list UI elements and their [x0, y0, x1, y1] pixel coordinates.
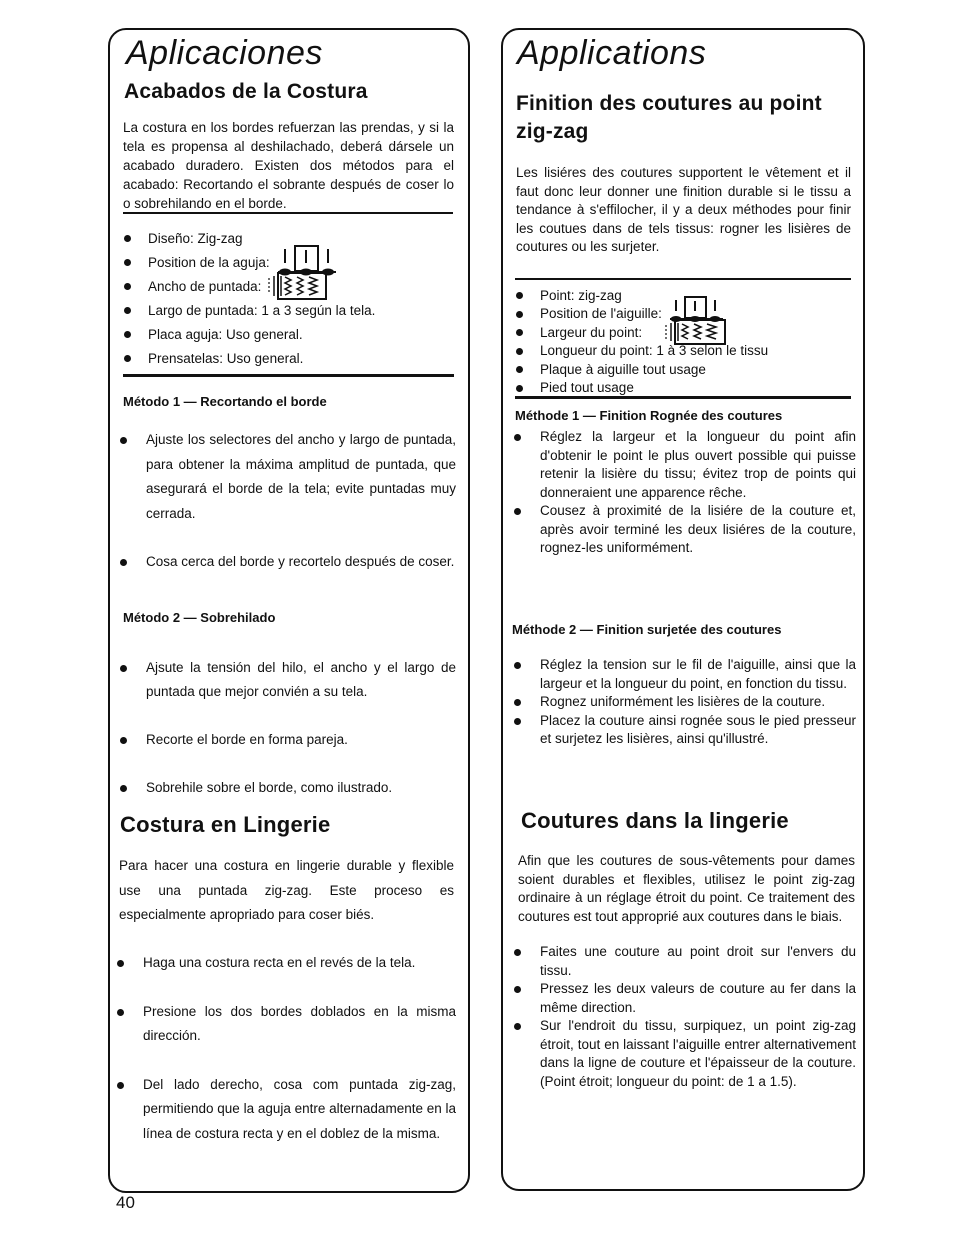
spec-label: Position de la aguja: — [148, 254, 270, 270]
seam-heading-fr: Finition des coutures au point zig-zag — [516, 92, 822, 144]
bullet-icon — [516, 329, 523, 336]
list-item — [514, 502, 856, 558]
bullet-icon — [120, 559, 127, 566]
spec-label: Longueur du point: 1 à 3 selon le tissu — [540, 343, 769, 359]
bullet-icon — [514, 699, 521, 706]
bullet-icon — [120, 665, 127, 672]
spec-label: Point: zig-zag — [540, 287, 622, 303]
bullet-icon — [514, 662, 521, 669]
bullet-icon — [514, 986, 521, 993]
method2-title-es: Método 2 — Sobrehilado — [123, 610, 276, 625]
list-item-text: Del lado derecho, cosa com puntada zig-zag, permitiendo que la aguja entre alternadamente en la línea de costura recta y en el doblez de la misma. — [143, 1076, 456, 1141]
lingerie-intro-es: Para hacer una costura en lingerie durable y flexible use una puntada zig-zag. Este proceso es especialmente apropriado para coser biés. — [119, 858, 454, 922]
page-title-fr: Applications — [517, 34, 707, 72]
method1-title-es: Método 1 — Recortando el borde — [123, 394, 327, 409]
page-number: 40 — [116, 1193, 135, 1212]
bullet-icon — [516, 385, 523, 392]
list-item-text: Réglez la largeur et la longueur du point afin d'obtenir le point le plus ouvert possible qui puisse retenir la lisière du tissu; évitez trop de points qui donneraient une apparence rêche. — [540, 429, 856, 500]
divider — [123, 212, 453, 214]
spec-item — [124, 298, 454, 322]
list-item-text: Placez la couture ainsi rognée sous le pied presseur et surjetez les lisières, ainsi qu'illustré. — [540, 712, 856, 746]
list-item — [120, 728, 456, 752]
list-item-text: Rognez uniformément les lisières de la couture. — [540, 694, 826, 709]
lingerie-list-es — [117, 951, 456, 1146]
spec-item — [516, 360, 852, 379]
method1-title-fr: Méthode 1 — Finition Rognée des coutures — [515, 408, 783, 423]
list-item — [117, 1000, 456, 1049]
list-item-text: Ajuste los selectores del ancho y largo de puntada, para obtener la máxima amplitud de puntada, que asegurará el borde de la tela; evite puntadas muy cerrada. — [146, 432, 456, 521]
list-item-text: Ajsute la tensión del hilo, el ancho y el largo de puntada que mejor convién a su tela. — [146, 660, 456, 699]
list-item-text: Pressez les deux valeurs de couture au fer dans la même direction. — [540, 981, 856, 1015]
list-item — [514, 693, 856, 712]
bullet-icon — [514, 949, 521, 956]
list-item-text: Réglez la tension sur le fil de l'aiguille, ainsi que la largeur et la longueur du point, en fonction du tissu. — [540, 657, 856, 691]
lingerie-heading-fr: Coutures dans la lingerie — [521, 808, 789, 833]
list-item — [117, 1073, 456, 1147]
spec-list-es — [124, 226, 454, 370]
list-item — [120, 550, 456, 575]
list-item-text: Haga una costura recta en el revés de la tela. — [143, 955, 416, 970]
divider — [515, 396, 851, 399]
bullet-icon — [516, 348, 523, 355]
bullet-icon — [514, 1023, 521, 1030]
spec-item — [124, 346, 454, 370]
divider — [123, 374, 454, 377]
bullet-icon — [516, 311, 523, 318]
list-item-text: Sobrehile sobre el borde, como ilustrado. — [146, 780, 393, 795]
seam-intro-es: La costura en los bordes refuerzan las prendas, y si la tela es propensa al deshilachado, deberá dársele un acabado duradero. Existen dos métodos para el acabado: Recortando el sobrante después de coser lo o sobrehilando en el borde. — [123, 120, 454, 211]
seam-heading-es: Acabados de la Costura — [124, 80, 368, 103]
method1-list-es — [120, 428, 456, 575]
spec-label: Ancho de puntada: — [148, 278, 262, 294]
page-title-es: Aplicaciones — [126, 34, 323, 72]
list-item — [514, 980, 856, 1017]
list-item — [514, 428, 856, 502]
bullet-icon — [117, 960, 124, 967]
bullet-icon — [120, 737, 127, 744]
bullet-icon — [124, 355, 131, 362]
bullet-icon — [516, 366, 523, 373]
list-item — [514, 1017, 856, 1091]
bullet-icon — [124, 235, 131, 242]
bullet-icon — [117, 1009, 124, 1016]
spec-label: Largo de puntada: 1 a 3 según la tela. — [148, 302, 376, 318]
list-item-text: Faites une couture au point droit sur l'envers du tissu. — [540, 944, 856, 978]
list-item — [120, 776, 456, 800]
list-item — [514, 712, 856, 749]
bullet-icon — [117, 1082, 124, 1089]
method2-list-es — [120, 656, 456, 800]
spec-item — [516, 323, 852, 342]
spec-label: Plaque à aiguille tout usage — [540, 361, 706, 377]
spec-item — [516, 342, 852, 361]
list-item-text: Cousez à proximité de la lisiére de la couture et, après avoir terminé les deux lisiéres de la couture, rognez-les uniformément. — [540, 503, 856, 555]
lingerie-heading-es: Costura en Lingerie — [120, 812, 331, 837]
method2-list-fr — [514, 656, 856, 749]
list-item — [117, 951, 456, 976]
divider — [515, 278, 851, 280]
bullet-icon — [120, 785, 127, 792]
bullet-icon — [120, 437, 127, 444]
spec-label: Position de l'aiguille: — [540, 306, 662, 322]
spec-label: Pied tout usage — [540, 380, 634, 396]
stitch-width-icon — [267, 272, 329, 300]
list-item — [514, 656, 856, 693]
seam-intro-fr: Les lisiéres des coutures supportent le vêtement et il faut donc leur donner une finition durable si le tissu a tendance à s'effilocher, il y a deux méthodes pour finir les coutues dans de tels tissus: rogner les lisières de coutures ou les surjeter. — [516, 165, 851, 254]
spec-item — [124, 250, 454, 274]
bullet-icon — [514, 508, 521, 515]
list-item-text: Presione los dos bordes doblados en la misma dirección. — [143, 1003, 456, 1043]
bullet-icon — [124, 259, 131, 266]
bullet-icon — [514, 718, 521, 725]
list-item-text: Cosa cerca del borde y recortelo después de coser. — [146, 554, 455, 569]
spec-item — [124, 322, 454, 346]
bullet-icon — [514, 434, 521, 441]
lingerie-list-fr — [514, 943, 856, 1091]
spec-item — [516, 379, 852, 398]
spec-label: Prensatelas: Uso general. — [148, 350, 304, 366]
lingerie-intro-fr: Afin que les coutures de sous-vêtements pour dames soient durables et flexibles, utilisez le point zig-zag ordinaire à un réglage étroit du point. Ce traitement des coutures est tout approprié aux coutures dans le biais. — [518, 853, 855, 925]
spec-list-fr — [516, 286, 852, 397]
list-item-text: Recorte el borde en forma pareja. — [146, 732, 348, 747]
bullet-icon — [124, 307, 131, 314]
bullet-icon — [124, 331, 131, 338]
bullet-icon — [124, 283, 131, 290]
list-item-text: Sur l'endroit du tissu, surpiquez, un point zig-zag étroit, tout en laissant l'aiguille entrer alternativement dans la ligne de couture et l'épaisseur de la couture. (Point étroit; longueur du point: de 1 a 1.5). — [540, 1018, 856, 1089]
spec-label: Diseño: Zig-zag — [148, 230, 243, 246]
method1-list-fr — [514, 428, 856, 558]
method2-title-fr: Méthode 2 — Finition surjetée des coutures — [512, 622, 782, 637]
list-item — [120, 656, 456, 704]
spec-item — [124, 274, 454, 298]
list-item — [514, 943, 856, 980]
spec-label: Placa aguja: Uso general. — [148, 326, 303, 342]
bullet-icon — [516, 292, 523, 299]
spec-label: Largeur du point: — [540, 324, 643, 340]
list-item — [120, 428, 456, 526]
